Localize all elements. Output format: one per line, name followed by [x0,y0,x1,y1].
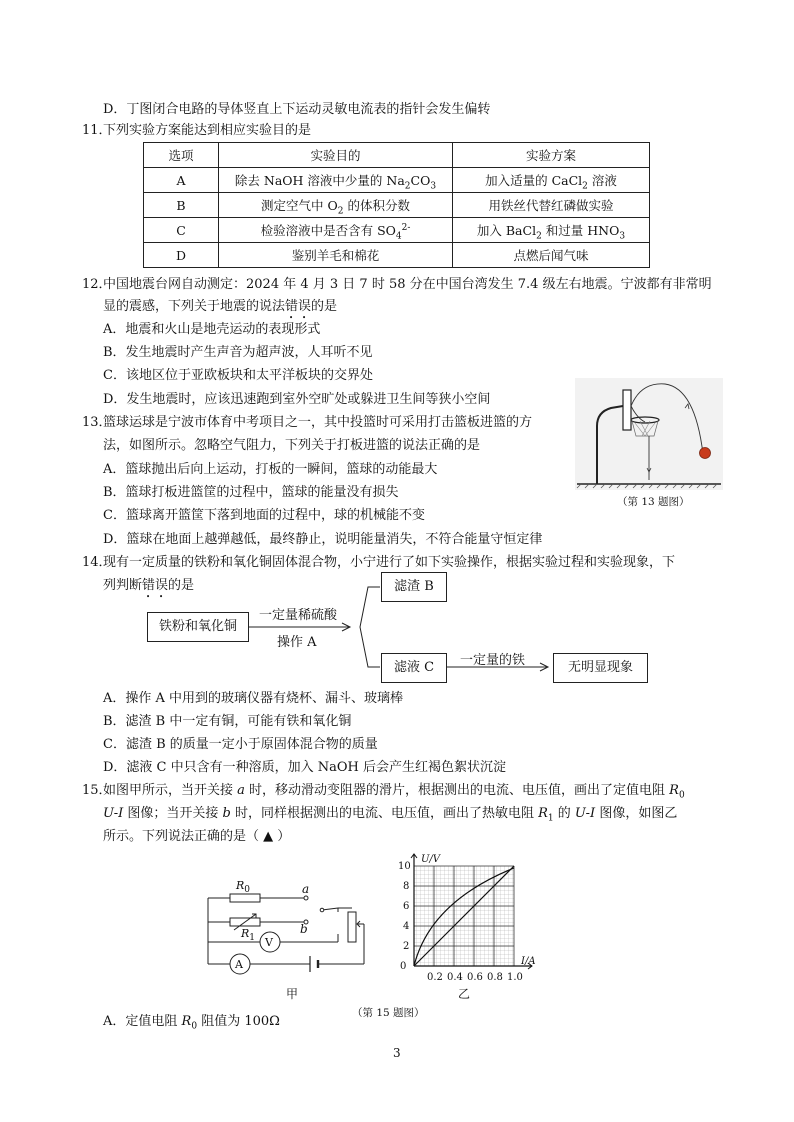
graph-x-tick: 0.8 [487,972,503,983]
table-row [144,243,650,268]
flow-operation-label: 操作 A [277,635,317,650]
ammeter-label: A [235,958,243,971]
q14-option-b: B．滤渣 B 中一定有铜，可能有铁和氧化铜 [103,714,352,729]
row-plan: 加入适量的 CaCl$_2$ 溶液 [453,168,650,193]
q13-stem-line2: 法，如图所示。忽略空气阻力，下列关于打板进篮的说法正确的是 [103,438,481,453]
q14-number: 14． [82,555,112,570]
graph-x-tick: 0.6 [467,972,483,983]
q14-option-d: D．滤液 C 中只含有一种溶质，加入 NaOH 后会产生红褐色絮状沉淀 [103,760,507,775]
q11-number: 11． [82,123,112,138]
q15-number: 15． [82,783,112,798]
row-goal: 检验溶液中是否含有 $SO_4^{2-}$ [219,218,453,243]
graph-y-tick: 0 [400,961,407,972]
header-option: 选项 [144,143,219,168]
q12-option-b: B．发生地震时产生声音为超声波，人耳听不见 [103,345,373,360]
circuit-terminal-b: b [300,922,308,936]
q13-option-d: D．篮球在地面上越弹越低，最终静止，说明能量消失，不符合能量守恒定律 [103,532,543,547]
circuit-label-r1: $R_1$ [241,927,256,944]
flow-acid-label: 一定量稀硫酸 [259,608,338,623]
row-goal: 测定空气中 $O_2$ 的体积分数 [219,193,453,218]
q15-stem-line2: U-I 图像；当开关接 b 时，同样根据测出的电流、电压值，画出了热敏电阻 $R_1$ 的 U-I 图像，如图乙 [103,806,678,824]
row-goal: 除去 NaOH 溶液中少量的 $Na_2CO_3$ [219,168,453,193]
q13-option-c: C．篮球离开篮筐下落到地面的过程中，球的机械能不变 [103,508,425,523]
basketball-figure [575,378,723,490]
table-row [144,193,650,218]
table-header-row [144,143,650,168]
q14-stem-line1: 现有一定质量的铁粉和氧化铜固体混合物，小宁进行了如下实验操作，根据实验过程和实验现象，下 [103,555,676,570]
q13-figure-caption: （第 13 题图） [617,496,690,508]
flow-filtrate-box: 滤液 C [381,653,447,683]
page-number: 3 [393,1046,401,1060]
q12-option-a: A．地震和火山是地壳运动的表现形式 [103,322,321,337]
graph-x-tick: 0.2 [427,972,443,983]
q11-table [143,142,650,268]
row-plan: 用铁丝代替红磷做实验 [453,193,650,218]
graph-y-tick: 6 [403,901,410,912]
q15-ui-graph [392,850,542,985]
q11-stem: 下列实验方案能达到相应实验目的是 [103,123,312,138]
q10-option-d: D．丁图闭合电路的导体竖直上下运动灵敏电流表的指针会发生偏转 [103,102,491,117]
q15-circuit-diagram [200,870,380,982]
table-row [144,218,650,243]
q14-option-a: A．操作 A 中用到的玻璃仪器有烧杯、漏斗、玻璃棒 [103,691,404,706]
flow-start-box: 铁粉和氧化铜 [147,612,249,642]
circuit-label-r0: $R_0$ [236,879,251,896]
row-option: C [144,218,219,243]
graph-x-tick: 1.0 [507,972,523,983]
graph-y-tick: 4 [403,921,410,932]
q12-stem-line1: 中国地震台网自动测定：2024 年 4 月 3 日 7 时 58 分在中国台湾发生 7.4 级左右地震。宁波都有非常明 [103,277,712,292]
row-option: A [144,168,219,193]
row-option: D [144,243,219,268]
row-plan: 点燃后闻气味 [453,243,650,268]
q12-option-d: D．发生地震时，应该迅速跑到室外空旷处或躲进卫生间等狭小空间 [103,392,491,407]
graph-figure-label: 乙 [458,987,471,1001]
q13-option-a: A．篮球抛出后向上运动，打板的一瞬间，篮球的动能最大 [103,462,438,477]
circuit-figure-label: 甲 [286,987,299,1001]
q12-option-c: C．该地区位于亚欧板块和太平洋板块的交界处 [103,368,373,383]
q15-stem-line1: 如图甲所示，当开关接 a 时，移动滑动变阻器的滑片，根据测出的电流、电压值，画出了定值电阻 $R_0$ [103,783,685,801]
q15-stem-line3: 所示。下列说法正确的是（ ▲ ） [103,829,291,844]
graph-x-tick: 0.4 [447,972,463,983]
q13-stem-line1: 篮球运球是宁波市体育中考项目之一，其中投篮时可采用打击篮板进篮的方 [103,415,533,430]
q15-figure-caption: （第 15 题图） [352,1007,425,1019]
graph-y-tick: 2 [403,941,410,952]
header-plan: 实验方案 [453,143,650,168]
row-option: B [144,193,219,218]
row-plan: 加入 BaCl$_2$ 和过量 $HNO_3$ [453,218,650,243]
q13-option-b: B．篮球打板进篮筐的过程中，篮球的能量没有损失 [103,485,399,500]
q12-stem-line2: 显的震感，下列关于地震的说法错误的是 [103,299,338,314]
graph-y-tick: 10 [398,861,411,872]
flow-result-box: 无明显现象 [553,653,648,683]
q14-stem-line2: 列判断错误的是 [103,578,195,593]
header-goal: 实验目的 [219,143,453,168]
circuit-terminal-a: a [302,882,310,896]
graph-y-axis-label: U/V [421,854,441,865]
table-row [144,168,650,193]
q14-option-c: C．滤渣 B 的质量一定小于原固体混合物的质量 [103,737,378,752]
q15-option-a: A．定值电阻 $R_0$ 阻值为 100Ω [103,1014,280,1032]
flow-iron-label: 一定量的铁 [460,653,526,668]
flow-residue-box: 滤渣 B [381,572,447,602]
voltmeter-label: V [265,936,273,949]
q13-number: 13． [82,415,112,430]
q12-number: 12． [82,277,112,292]
graph-y-tick: 8 [403,881,410,892]
graph-x-axis-label: I/A [521,956,536,967]
row-goal: 鉴别羊毛和棉花 [219,243,453,268]
